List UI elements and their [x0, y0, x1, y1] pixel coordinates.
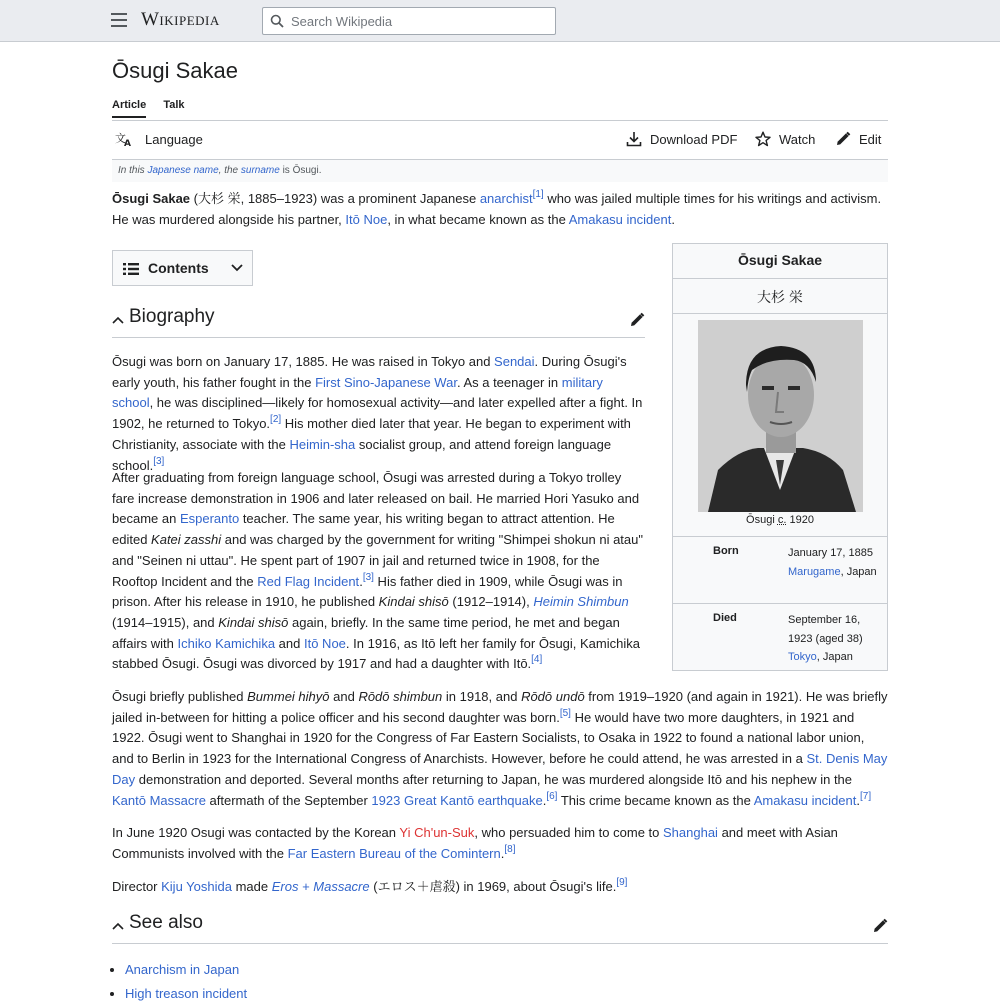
hatnote-link-surname[interactable]: surname	[240, 165, 280, 176]
list-icon	[123, 262, 139, 276]
link-great-kanto-earthquake[interactable]: 1923 Great Kantō earthquake	[371, 792, 543, 808]
download-label: Download PDF	[650, 131, 738, 147]
born-label: Born	[713, 545, 739, 557]
hatnote-link-japanese-name[interactable]: Japanese name	[147, 165, 219, 176]
hatnote: In this Japanese name, the surname is Ōsugi.	[112, 159, 888, 182]
link-kanto-massacre[interactable]: Kantō Massacre	[112, 792, 206, 808]
reference-3b[interactable]: [3]	[362, 571, 374, 583]
died-label: Died	[713, 612, 737, 624]
chevron-down-icon	[231, 264, 243, 272]
link-kiju-yoshida[interactable]: Kiju Yoshida	[161, 879, 232, 894]
biography-paragraph-1: Ōsugi was born on January 17, 1885. He was raised in Tokyo and Sendai. During Ōsugi's early youth, his father fought in the First Sino-Japanese War. As a teenager in military school, he was disciplined—likely for homosexual activity—and later expelled after a fight. In 1902, he returned to Tokyo.[2] His mother died later that year. He began to experiment with Christianity, associate with the Heimin-sha socialist group, and attend foreign language school.[3]	[112, 354, 643, 473]
language-button[interactable]	[115, 131, 203, 147]
search-icon	[270, 14, 284, 28]
portrait-image	[698, 320, 863, 512]
reference-5[interactable]: [5]	[559, 707, 571, 719]
header	[0, 0, 1000, 42]
list-item	[125, 958, 247, 982]
page-tabs	[112, 99, 199, 118]
link-ito-noe[interactable]: Itō Noe	[345, 211, 388, 227]
contents-toggle[interactable]	[112, 250, 253, 286]
link-ichiko-kamichika[interactable]: Ichiko Kamichika	[177, 635, 276, 651]
see-also-list	[112, 958, 247, 1006]
language-label: Language	[145, 131, 203, 147]
section-title-see-also: See also	[129, 912, 203, 933]
reference-3[interactable]: [3]	[153, 455, 165, 467]
biography-paragraph-5: Director Kiju Yoshida made Eros + Massacre (エロス＋虐殺) in 1969, about Ōsugi's life.[9]	[112, 877, 628, 894]
biography-paragraph-2: After graduating from foreign language school, Ōsugi was arrested during a Tokyo trolley fare increase demonstration in 1906 and later released on bail. He married Hori Yasuko and became an Esperanto teacher. The same year, his writing began to attract attention. He edited Katei zasshi and was charged by the government for writing "Shimpei shokun ni atau" and "Seinen ni uttau". He spent part of 1907 in jail and returned twice in 1908, for the Rooftop Incident and the Red Flag Incident.[3] His father died in 1909, while Ōsugi was in prison. After his release in 1910, he published Kindai shisō (1912–1914), Heimin Shimbun (1914–1915), and Kindai shisō again, briefly. In the same time period, he met and began affairs with Ichiko Kamichika and Itō Noe. In 1916, as Itō left her family for Ōsugi, Kamichika stabbed Ōsugi. Ōsugi was divorced by 1917 and had a daughter with Itō.[4]	[112, 470, 643, 672]
link-marugame[interactable]: Marugame	[788, 565, 841, 578]
link-anarchist[interactable]: anarchist	[479, 191, 533, 206]
section-title-biography: Biography	[129, 306, 215, 327]
link-red-flag-incident[interactable]: Red Flag Incident	[257, 573, 360, 589]
chevron-up-icon[interactable]	[112, 921, 124, 931]
reference-2[interactable]: [2]	[270, 414, 282, 426]
link-st-denis-may-day[interactable]: St. Denis May Day	[112, 751, 888, 787]
died-value: September 16, 1923 (aged 38) Tokyo, Japan	[788, 614, 863, 663]
reference-1[interactable]: [1]	[532, 189, 544, 200]
infobox	[672, 243, 888, 671]
born-value: January 17, 1885 Marugame, Japan	[788, 547, 877, 578]
tab-article[interactable]: Article	[112, 99, 146, 118]
translate-icon	[115, 131, 133, 147]
tabs-divider	[112, 120, 888, 121]
link-anarchism-in-japan[interactable]: Anarchism in Japan	[125, 962, 240, 977]
search-box[interactable]	[262, 7, 556, 35]
page-toolbar	[112, 122, 888, 158]
reference-6[interactable]: [6]	[546, 790, 558, 802]
edit-section-pencil-icon[interactable]	[872, 918, 888, 934]
infobox-title: Ōsugi Sakae	[673, 244, 887, 279]
download-icon	[626, 131, 642, 147]
link-yi-chun-suk[interactable]: Yi Ch'un-Suk	[399, 825, 475, 840]
link-amakasu-incident-2[interactable]: Amakasu incident	[753, 792, 857, 808]
link-sendai[interactable]: Sendai	[494, 354, 535, 369]
reference-7[interactable]: [7]	[860, 790, 872, 802]
link-shanghai[interactable]: Shanghai	[663, 825, 718, 840]
link-eros-massacre[interactable]: Eros + Massacre	[271, 879, 370, 894]
search-input[interactable]	[289, 11, 549, 31]
biography-paragraph-3: Ōsugi briefly published Bummei hihyō and Rōdō shimbun in 1918, and Rōdō undō from 1919–1920 (and again in 1921). He was briefly jailed in-between for hitting a police officer and his second daughter was born.[5] He would have two more daughters, in 1921 and 1922. Ōsugi went to Shanghai in 1920 for the Congress of Far Eastern Socialists, to Osaka in 1922 to found a national labor union, and to Berlin in 1923 for the International Congress of Anarchists. However, before he could attend, he was arrested in a St. Denis May Day demonstration and deported. Several months after returning to Japan, he was murdered alongside Itō and his nephew in the Kantō Massacre aftermath of the September 1923 Great Kantō earthquake.[6] This crime became known as the Amakasu incident.[7]	[112, 689, 888, 808]
link-military-school[interactable]: military school	[112, 374, 603, 411]
link-high-treason-incident[interactable]: High treason incident	[125, 986, 248, 1001]
edit-label: Edit	[859, 131, 882, 147]
edit-button[interactable]	[835, 131, 881, 147]
portrait-photo[interactable]	[698, 320, 863, 512]
page-title: Ōsugi Sakae	[112, 58, 238, 83]
tab-talk[interactable]: Talk	[163, 99, 185, 111]
lead-paragraph: Ōsugi Sakae (大杉 栄, 1885–1923) was a prominent Japanese anarchist[1] who was jailed multiple times for his writings and activism. He was murdered alongside his partner, Itō Noe, in what became known as the Amakasu incident.	[112, 189, 882, 227]
pencil-icon	[835, 131, 851, 147]
portrait-caption: Ōsugi c. 1920	[746, 514, 814, 526]
link-heimin-shimbun[interactable]: Heimin Shimbun	[533, 594, 629, 610]
wikipedia-logo[interactable]: Wikipedia	[141, 9, 220, 30]
link-first-sino-japanese-war[interactable]: First Sino-Japanese War	[315, 374, 457, 390]
watch-label: Watch	[779, 131, 816, 147]
link-heimin-sha[interactable]: Heimin-sha	[289, 436, 356, 452]
list-item	[125, 982, 247, 1006]
svg-text:文: 文	[115, 132, 126, 145]
watch-button[interactable]	[755, 131, 815, 147]
infobox-row-born	[673, 536, 887, 603]
chevron-up-icon[interactable]	[112, 315, 124, 325]
link-far-eastern-bureau[interactable]: Far Eastern Bureau of the Comintern	[287, 845, 501, 861]
infobox-row-died	[673, 603, 887, 670]
reference-9[interactable]: [9]	[616, 877, 628, 888]
menu-icon[interactable]	[111, 13, 127, 27]
link-esperanto[interactable]: Esperanto	[179, 511, 240, 527]
link-ito-noe-2[interactable]: Itō Noe	[303, 635, 346, 651]
download-pdf-button[interactable]	[626, 131, 737, 147]
svg-text:A: A	[124, 139, 131, 147]
edit-section-pencil-icon[interactable]	[629, 312, 645, 328]
reference-8[interactable]: [8]	[504, 843, 516, 855]
section-heading-biography	[112, 305, 645, 338]
reference-4[interactable]: [4]	[531, 654, 543, 666]
infobox-native-name: 大杉 栄	[673, 279, 887, 314]
link-tokyo[interactable]: Tokyo	[788, 651, 817, 663]
section-heading-see-also	[112, 911, 888, 944]
contents-label: Contents	[148, 260, 209, 276]
biography-paragraph-4: In June 1920 Osugi was contacted by the Korean Yi Ch'un-Suk, who persuaded him to come to Shanghai and meet with Asian Communists involved with the Far Eastern Bureau of the Comintern.[8]	[112, 825, 838, 861]
link-amakasu-incident[interactable]: Amakasu incident	[568, 211, 672, 227]
star-icon	[755, 131, 771, 147]
